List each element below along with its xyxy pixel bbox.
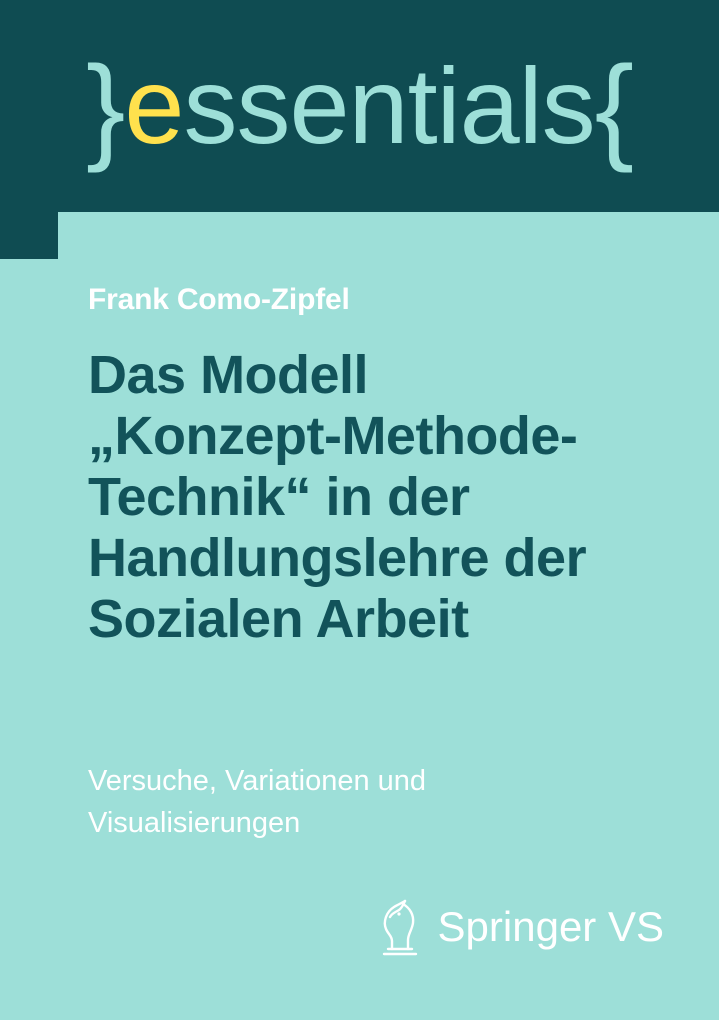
wordmark-right-brace: { <box>594 42 634 174</box>
springer-knight-icon <box>372 896 426 958</box>
wordmark-highlight-letter: e <box>124 45 184 166</box>
subtitle-line: Versuche, Variationen und <box>88 765 427 797</box>
banner-left-strip <box>0 212 58 259</box>
publisher-name: Springer VS <box>437 903 664 950</box>
title-line: Das Modell <box>88 345 369 405</box>
banner-step <box>58 212 719 259</box>
book-subtitle <box>88 760 608 844</box>
title-line: „Konzept-Methode- <box>88 406 578 467</box>
title-line: Sozialen Arbeit <box>88 589 469 650</box>
series-wordmark <box>0 0 719 212</box>
book-title <box>88 345 658 650</box>
author-name: Frank Como-Zipfel <box>88 283 350 316</box>
publisher-logo <box>372 896 664 958</box>
wordmark-rest: ssentials <box>183 45 595 166</box>
title-line: Technik“ in der <box>88 467 470 528</box>
title-line: Handlungslehre der <box>88 528 587 589</box>
subtitle-line: Visualisierungen <box>88 807 301 840</box>
wordmark-left-brace: } <box>85 42 125 174</box>
